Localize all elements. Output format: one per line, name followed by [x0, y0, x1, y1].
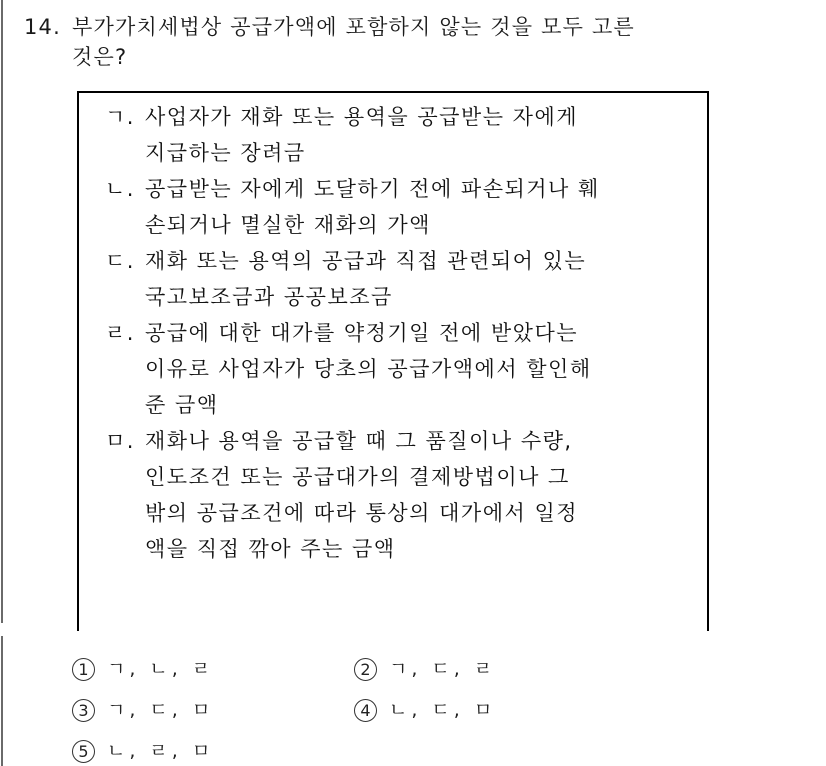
- item-line: 공급받는 자에게 도달하기 전에 파손되거나 훼: [145, 177, 600, 201]
- option-number-circle: 2: [354, 658, 377, 681]
- option-text: ㄴ, ㄹ, ㅁ: [107, 740, 215, 762]
- statement-item-3: [105, 243, 695, 315]
- answer-option-1[interactable]: [72, 654, 214, 681]
- statement-item-1: [105, 99, 695, 171]
- item-mark: ㄹ.: [105, 321, 135, 345]
- item-line: 재화나 용역을 공급할 때 그 품질이나 수량,: [145, 429, 573, 453]
- item-line: 액을 직접 깎아 주는 금액: [145, 537, 396, 561]
- option-text: ㄱ, ㄷ, ㄹ: [389, 658, 497, 680]
- option-text: ㄱ, ㄷ, ㅁ: [107, 699, 215, 721]
- item-mark: ㄷ.: [105, 249, 135, 273]
- question-text-line2: 것은?: [72, 45, 128, 69]
- item-mark: ㅁ.: [105, 429, 135, 453]
- option-number-circle: 5: [72, 740, 95, 763]
- item-mark: ㄱ.: [105, 105, 135, 129]
- item-mark: ㄴ.: [105, 177, 135, 201]
- item-line: 재화 또는 용역의 공급과 직접 관련되어 있는: [145, 249, 587, 273]
- answer-option-4[interactable]: [354, 695, 496, 722]
- item-line: 인도조건 또는 공급대가의 결제방법이나 그: [145, 465, 570, 489]
- answer-option-2[interactable]: [354, 654, 496, 681]
- statement-item-4: [105, 315, 695, 423]
- item-line: 밖의 공급조건에 따라 통상의 대가에서 일정: [145, 501, 579, 525]
- statement-item-2: [105, 171, 695, 243]
- question-stem: [24, 12, 784, 72]
- statement-item-5: [105, 423, 695, 567]
- item-line: 손되거나 멸실한 재화의 가액: [145, 213, 431, 237]
- page-margin-rule: [1, 636, 3, 766]
- item-line: 국고보조금과 공공보조금: [145, 285, 393, 309]
- answer-option-5[interactable]: [72, 736, 214, 763]
- item-line: 이유로 사업자가 당초의 공급가액에서 할인해: [145, 357, 592, 381]
- option-number-circle: 1: [72, 658, 95, 681]
- page-margin-rule: [1, 0, 3, 623]
- question-number: 14.: [24, 15, 61, 39]
- answer-option-3[interactable]: [72, 695, 214, 722]
- item-line: 준 금액: [145, 393, 219, 417]
- item-line: 지급하는 장려금: [145, 141, 306, 165]
- item-line: 사업자가 재화 또는 용역을 공급받는 자에게: [145, 105, 579, 129]
- statement-box: [77, 91, 709, 631]
- option-text: ㄴ, ㄷ, ㅁ: [389, 699, 497, 721]
- item-line: 공급에 대한 대가를 약정기일 전에 받았다는: [145, 321, 579, 345]
- option-text: ㄱ, ㄴ, ㄹ: [107, 658, 215, 680]
- option-number-circle: 3: [72, 699, 95, 722]
- question-text-line1: 부가가치세법상 공급가액에 포함하지 않는 것을 모두 고른: [72, 15, 635, 39]
- option-number-circle: 4: [354, 699, 377, 722]
